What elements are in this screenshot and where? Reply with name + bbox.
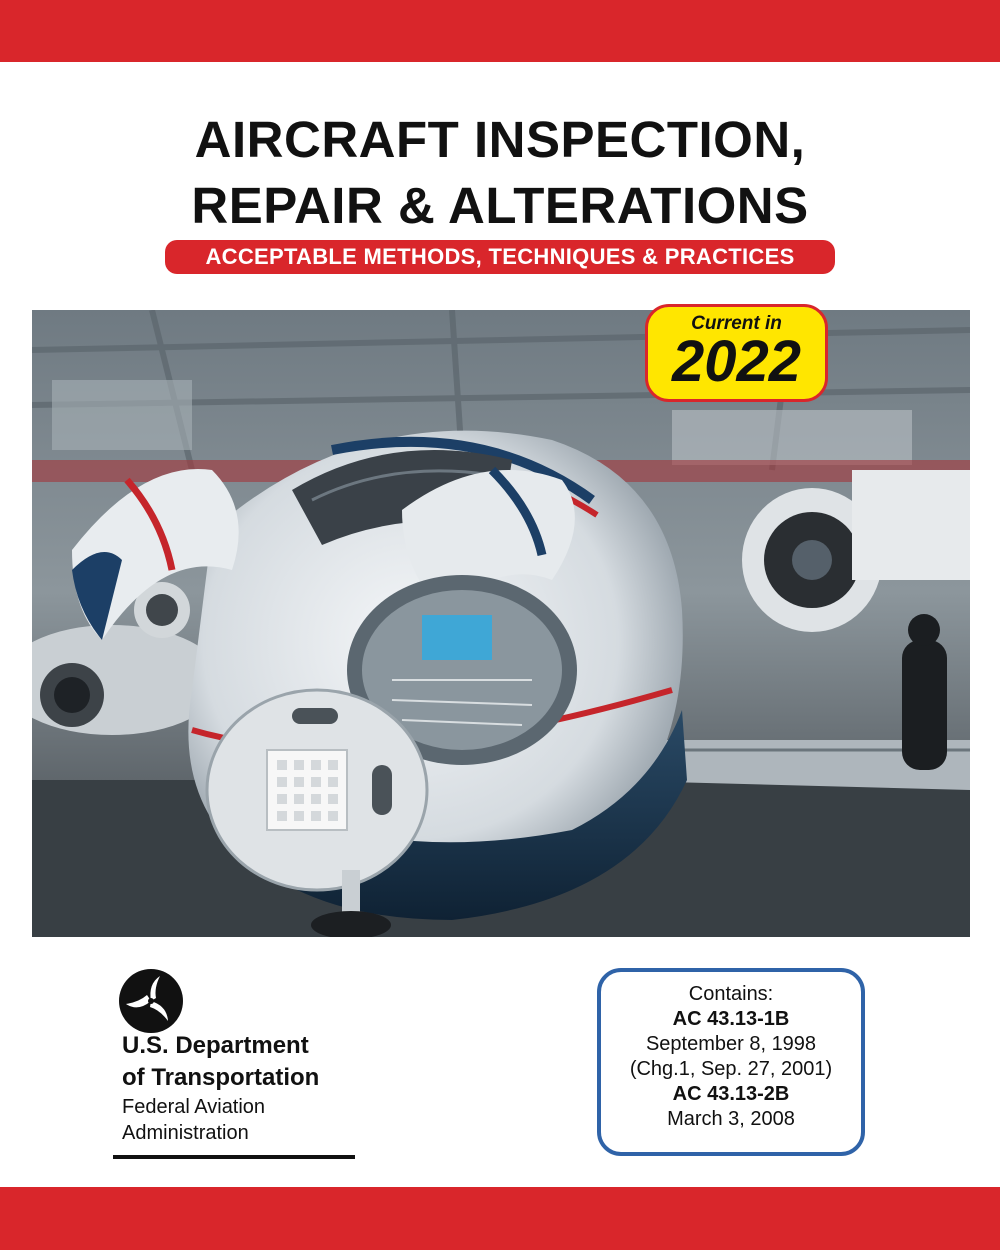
title-line-2: REPAIR & ALTERATIONS [191, 177, 809, 234]
publisher-divider [113, 1155, 355, 1159]
contents-doc2-date: March 3, 2008 [667, 1108, 795, 1130]
title-line-1: AIRCRAFT INSPECTION, [194, 111, 806, 168]
top-red-band [0, 0, 1000, 62]
contents-doc1-change: (Chg.1, Sep. 27, 2001) [629, 1058, 833, 1080]
badge-year: 2022 [671, 329, 802, 394]
contents-heading: Contains: [688, 983, 774, 1005]
contents-box [597, 968, 865, 1156]
department-line-2: of Transportation [122, 1064, 320, 1091]
aircraft-photo [32, 310, 970, 937]
contents-doc2: AC 43.13-2B [672, 1083, 790, 1105]
department-name [122, 1030, 319, 1094]
agency-name [122, 1094, 265, 1146]
badge-label: Current in [691, 313, 782, 334]
subtitle-banner: ACCEPTABLE METHODS, TECHNIQUES & PRACTICES [165, 240, 835, 274]
aircraft-nose-photo-icon [32, 310, 970, 937]
dot-triskelion-logo-icon [118, 968, 184, 1034]
contents-doc1-date: September 8, 1998 [645, 1033, 817, 1055]
contents-doc1: AC 43.13-1B [672, 1008, 790, 1030]
department-line-1: U.S. Department [122, 1032, 309, 1059]
agency-line-2: Administration [122, 1122, 249, 1144]
current-year-badge [645, 304, 828, 402]
agency-line-1: Federal Aviation [122, 1096, 266, 1118]
bottom-red-band [0, 1187, 1000, 1250]
